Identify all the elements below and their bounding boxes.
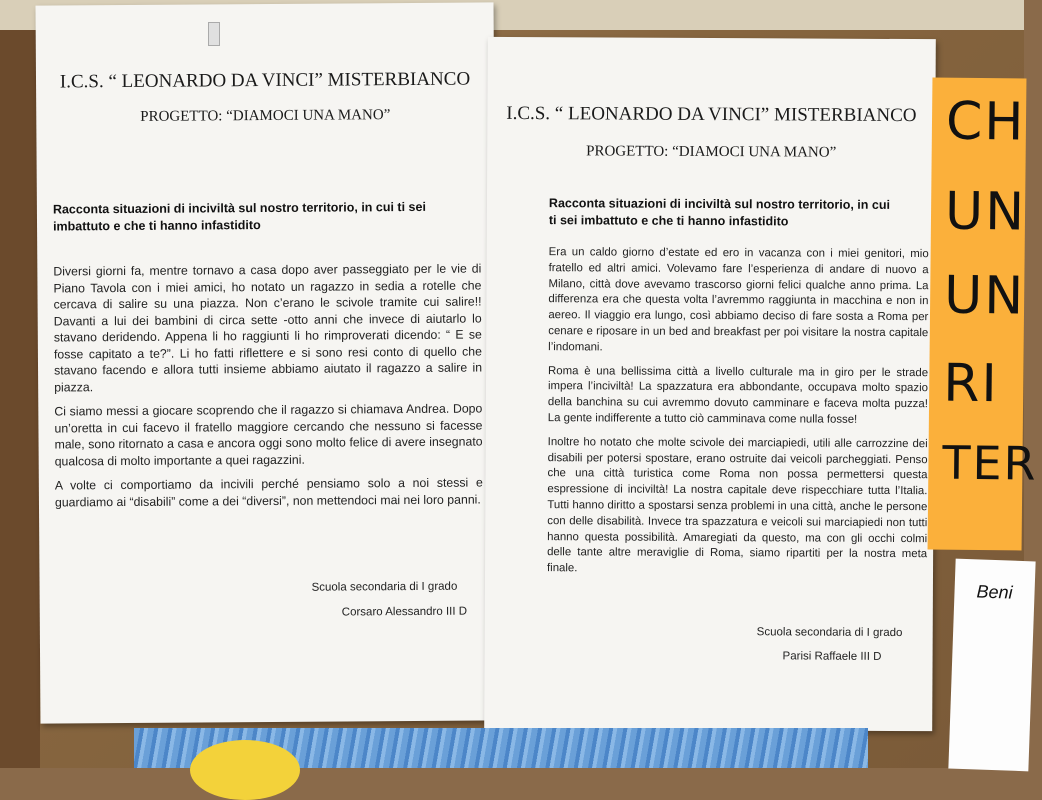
paragraph: Inoltre ho notato che molte scivole dei marciapiedi, utili alle carrozzine dei disabili per potersi spostare, erano ostruite dai veicoli parcheggiati. Penso che una città turistica come Roma non possa permettersi questa espressione di inciviltà! La nostra capitale deve rispecchiare tutta l’Italia. Tutti hanno diritto a spostarsi senza problemi in una città, anche le persone con delle disabilità. Invece tra spazzatura e veicoli sui marciapiedi non tutti hanno questa possibilità. Amaregiati da questo, ma con gli occhi colmi delle tante altre meraviglie di Roma, siamo ripartiti per la nostra meta finale. [547, 435, 928, 575]
story-text [53, 261, 483, 519]
school-grade: Scuola secondaria di I grado [756, 626, 903, 640]
paragraph: Diversi giorni fa, mentre tornavo a casa dopo aver passeggiato per le vie di Piano Tavola con i miei amici, ho notato un ragazzo in sedia a rotelle che cercava di salire su una piazza. Non c’erano le scivole tramite cui salire!! Davanti a lui dei bambini di circa sette -otto anni che invece di aiutarlo lo stavano deridendo. Appena li ho raggiunti li ho rimproverati dicendo: “ E se fosse capitato a te?”. Li ho fatti riflettere e si sono resi conto di quello che stavano facendo e allora tutti insieme abbiamo aiutato il ragazzo a salire in piazza. [53, 261, 483, 394]
drawn-sun [190, 740, 300, 800]
board-frame [0, 30, 40, 768]
orange-sign [928, 78, 1038, 551]
school-title: I.C.S. “ LEONARDO DA VINCI” MISTERBIANCO [506, 102, 917, 127]
project-title: PROGETTO: “DIAMOCI UNA MANO” [586, 143, 837, 161]
paragraph: A volte ci comportiamo da incivili perché pensiamo solo a noi stessi e guardiamo ai “disabili” come a dei “diversi”, non mettendoci mai nei loro panni. [54, 475, 483, 509]
right-poster [484, 37, 936, 731]
school-title: I.C.S. “ LEONARDO DA VINCI” MISTERBIANCO [59, 68, 471, 93]
push-pin [208, 22, 220, 46]
prompt-heading: Racconta situazioni di inciviltà sul nostro territorio, in cui ti sei imbattuto e che ti hanno infastidito [52, 199, 426, 234]
school-grade: Scuola secondaria di I grado [311, 580, 458, 594]
sign-line: UN [943, 265, 1026, 327]
project-title: PROGETTO: “DIAMOCI UNA MANO” [140, 107, 391, 125]
sign-line: CH [945, 91, 1026, 153]
sign-line: UN [944, 181, 1027, 243]
paragraph: Roma è una bellissima città a livello culturale ma in giro per le strade impera l’inciviltà! La spazzatura era abbondante, occupava molto spazio della banchina su cui avremmo dovuto camminare e faceva molta puzza! La gente indifferente a tutto ciò camminava come nulla fosse! [547, 364, 929, 426]
paragraph: Era un caldo giorno d’estate ed ero in vacanza con i miei genitori, mio fratello ed altri amici. Volevamo fare l’esperienza di andare di nuovo a Milano, città dove avevamo trascorso giorni felici qualche anno prima. La differenza era che questa volta l’avremmo raggiunta in macchina e non in aereo. Il viaggio era lungo, così abbiamo deciso di fare sosta a Roma per cenare e riposare in un bed and breakfast per poi visitare la nostra capitale l’indomani. [548, 246, 929, 354]
card-scrawl: Beni [976, 581, 1013, 603]
paragraph: Ci siamo messi a giocare scoprendo che il ragazzo si chiamava Andrea. Dopo un’oretta in cui facevo il fratello maggiore cercando che nessuno si facesse male, sono ritornato a casa e ancora oggi sono molto felice di avere insegnato qualcosa di molto importante a quei ragazzini. [54, 401, 483, 468]
story-text [547, 245, 929, 587]
drawing-card [948, 559, 1035, 772]
sign-line: TER [942, 435, 1038, 491]
left-poster [35, 2, 498, 723]
sign-line: RI [942, 353, 1000, 415]
author-name: Corsaro Alessandro III D [341, 605, 468, 619]
prompt-heading: Racconta situazioni di inciviltà sul nostro territorio, in cui ti sei imbattuto e che ti hanno infastidito [548, 196, 891, 229]
author-name: Parisi Raffaele III D [782, 650, 882, 663]
